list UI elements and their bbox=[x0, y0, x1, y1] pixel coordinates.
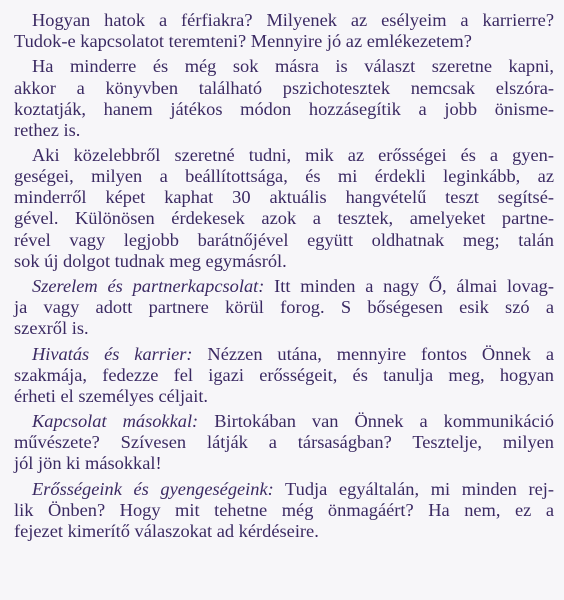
text-line: fejezet kimerítő válaszokat ad kérdéseire. bbox=[14, 520, 319, 541]
text-line: jól jön ki másokkal! bbox=[14, 453, 162, 474]
text-run: Nézzen utána, mennyire fontos Önnek a bbox=[192, 343, 554, 364]
text-line: akkor a könyvben található pszichotesztek nemcsak elszóra- bbox=[14, 77, 554, 98]
text-line: Ha minderre és még sok másra is választ szeretne kapni, bbox=[32, 56, 554, 77]
text-run: Itt minden a nagy Ő, álmai lovag- bbox=[264, 276, 554, 297]
text-line bbox=[14, 411, 554, 432]
text-line: rethez is. bbox=[14, 119, 81, 140]
section-title-love: Szerelem és partnerkapcsolat: bbox=[32, 276, 265, 297]
paragraph-tests-intro bbox=[14, 56, 554, 140]
text-line: lik Önben? Hogy mit tehetne még önmagáért? Ha nem, ez a bbox=[14, 499, 554, 520]
text-line: minderről képet kaphat 30 aktuális hangvételű teszt segítsé- bbox=[14, 187, 554, 208]
text-line: koztatják, hanem játékos módon hozzásegítik a jobb önisme- bbox=[14, 98, 554, 119]
text-line: szakmája, fedezze fel igazi erősségeit, és tanulja meg, hogyan bbox=[14, 364, 554, 385]
paragraph-details bbox=[14, 145, 554, 272]
paragraph-intro bbox=[14, 10, 554, 52]
book-blurb-text bbox=[14, 10, 554, 546]
text-run: Birtokában van Önnek a kommunikáció bbox=[198, 411, 554, 432]
text-run: Tudja egyáltalán, mi minden rej- bbox=[273, 478, 555, 499]
section-title-career: Hivatás és karrier: bbox=[32, 343, 193, 364]
text-line bbox=[14, 276, 554, 297]
paragraph-strengths bbox=[14, 479, 554, 542]
text-line bbox=[14, 479, 554, 500]
text-line: szexről is. bbox=[14, 318, 89, 339]
text-line: Tudok-e kapcsolatot teremteni? Mennyire jó az emlékezetem? bbox=[14, 31, 472, 52]
paragraph-love bbox=[14, 276, 554, 339]
text-line: geségei, milyen a beállítottsága, és mi érdekli leginkább, az bbox=[14, 166, 554, 187]
text-line: gével. Különösen érdekesek azok a tesztek, amelyeket partne- bbox=[14, 208, 554, 229]
text-line: rével vagy legjobb barátnőjével együtt oldhatnak meg; talán bbox=[14, 229, 554, 250]
text-line: érheti el személyes céljait. bbox=[14, 385, 209, 406]
text-line bbox=[14, 344, 554, 365]
text-line: ja vagy adott partnere körül forog. S bőségesen esik szó a bbox=[14, 297, 554, 318]
text-line: művészete? Szívesen látják a társaságban? Tesztelje, milyen bbox=[14, 432, 554, 453]
text-line: Hogyan hatok a férfiakra? Milyenek az esélyeim a karrierre? bbox=[32, 10, 554, 30]
paragraph-relations bbox=[14, 411, 554, 474]
section-title-strengths: Erősségeink és gyengeségeink: bbox=[32, 478, 274, 499]
paragraph-career bbox=[14, 344, 554, 407]
text-line: Aki közelebbről szeretné tudni, mik az erősségei és a gyen- bbox=[32, 145, 554, 166]
text-line: sok új dolgot tudnak meg egymásról. bbox=[14, 250, 287, 271]
section-title-relations: Kapcsolat másokkal: bbox=[32, 411, 199, 432]
